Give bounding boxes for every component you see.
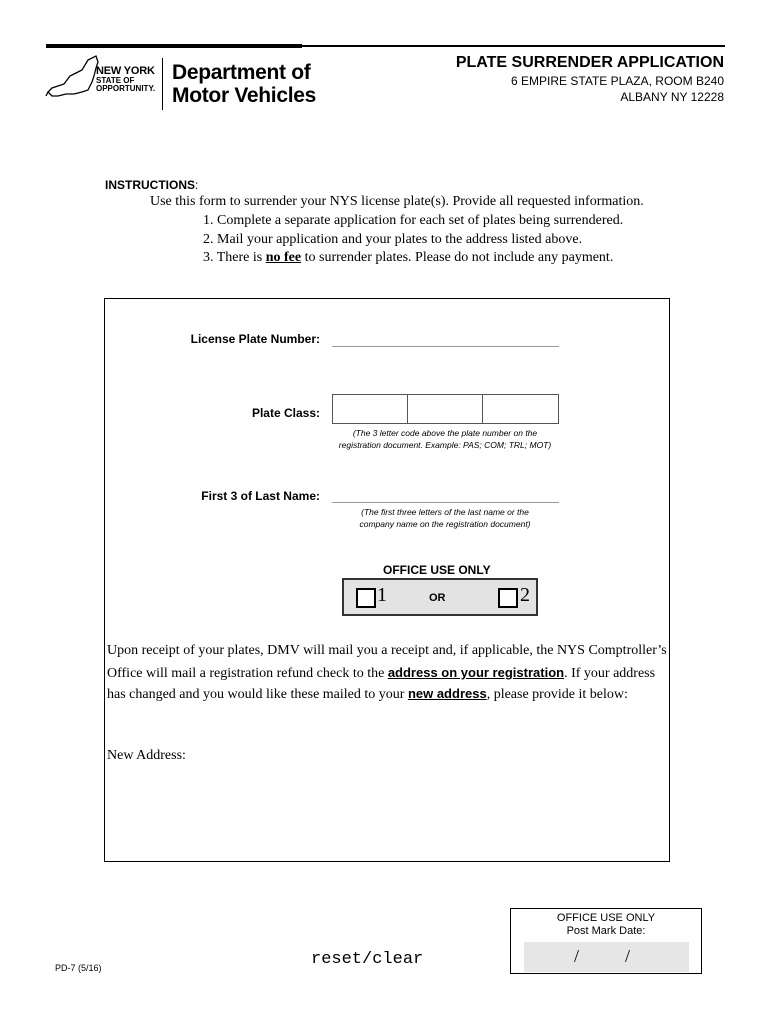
receipt-text-line1: Upon receipt of your plates, DMV will mail you a receipt and, if applicable, the NYS Comptroller’s (107, 643, 667, 658)
last-name-hint-line2: company name on the registration document) (359, 519, 531, 529)
plate-class-hint-line1: (The 3 letter code above the plate number on the (352, 428, 538, 438)
plate-class-letter-3[interactable] (482, 394, 559, 424)
instructions-step-2: 2. Mail your application and your plates to the address listed above. (203, 232, 583, 247)
office-option-2-checkbox[interactable] (498, 588, 518, 608)
form-code: PD-7 (5/16) (55, 963, 102, 973)
ny-state-line1: NEW YORK (96, 65, 155, 77)
instructions-heading (105, 178, 198, 192)
last-name-label: First 3 of Last Name: (201, 489, 320, 503)
postmark-date-separator-2: / (625, 946, 631, 966)
last-name-hint-line1: (The first three letters of the last name or the (361, 507, 529, 517)
instructions-heading-text: INSTRUCTIONS (105, 178, 195, 192)
receipt-text-line3 (107, 686, 628, 703)
header-rule (46, 45, 725, 47)
last-name-field[interactable] (332, 484, 559, 502)
plate-class-hint (316, 427, 574, 451)
plate-class-letter-2[interactable] (407, 394, 483, 424)
office-use-box (342, 578, 538, 616)
office-option-or: OR (429, 592, 446, 604)
instructions-step-1: 1. Complete a separate application for each set of plates being surrendered. (203, 213, 624, 228)
plate-class-hint-line2: registration document. Example: PAS; COM; TRL; MOT) (338, 440, 552, 450)
new-address-field[interactable] (107, 770, 663, 854)
receipt-line3-post: , please provide it below: (486, 687, 628, 702)
receipt-line2-pre: Office will mail a registration refund check to the (107, 666, 388, 681)
ny-state-line3: OPPORTUNITY. (96, 84, 156, 93)
agency-name-line1: Department of (172, 61, 311, 84)
plate-class-letter-1[interactable] (332, 394, 408, 424)
postmark-office-use-label: OFFICE USE ONLY (556, 912, 656, 924)
postmark-date-field[interactable] (524, 942, 689, 972)
license-plate-number-label: License Plate Number: (190, 332, 320, 346)
license-plate-number-underline (332, 346, 559, 347)
office-option-1-label: 1 (377, 584, 387, 606)
instructions-intro: Use this form to surrender your NYS license plate(s). Provide all requested information. (150, 194, 644, 209)
plate-class-label: Plate Class: (251, 406, 320, 420)
reset-clear-button[interactable]: reset/clear (311, 950, 424, 969)
instructions-heading-colon: : (195, 178, 199, 192)
new-address-label: New Address: (107, 748, 186, 763)
mailing-address-line1: 6 EMPIRE STATE PLAZA, ROOM B240 (511, 74, 724, 88)
step-3-text-post: to surrender plates. Please do not include any payment. (301, 250, 614, 265)
receipt-text-line2 (107, 665, 655, 682)
form-title: PLATE SURRENDER APPLICATION (455, 54, 724, 71)
receipt-line3-pre: has changed and you would like these mailed to your (107, 687, 408, 702)
receipt-line2-post: . If your address (564, 666, 656, 681)
mailing-address-line2: ALBANY NY 12228 (620, 90, 724, 104)
address-on-registration-emphasis: address on your registration (387, 665, 565, 680)
office-option-2-label: 2 (520, 584, 530, 606)
logo-divider (162, 58, 163, 110)
instructions-step-3 (203, 250, 613, 266)
agency-name (172, 61, 316, 107)
office-use-heading: OFFICE USE ONLY (383, 563, 491, 577)
agency-name-line2: Motor Vehicles (172, 84, 317, 107)
no-fee-emphasis: no fee (265, 250, 302, 265)
last-name-underline (332, 502, 559, 503)
ny-state-line2: STATE OF (96, 76, 135, 85)
license-plate-number-field[interactable] (332, 328, 559, 346)
last-name-hint (316, 506, 574, 530)
new-address-emphasis: new address (407, 686, 487, 701)
step-3-text-pre: 3. There is (203, 250, 266, 265)
postmark-date-label: Post Mark Date: (566, 925, 646, 937)
postmark-date-separator-1: / (574, 946, 580, 966)
ny-state-wordmark (96, 65, 155, 93)
office-option-1-checkbox[interactable] (356, 588, 376, 608)
